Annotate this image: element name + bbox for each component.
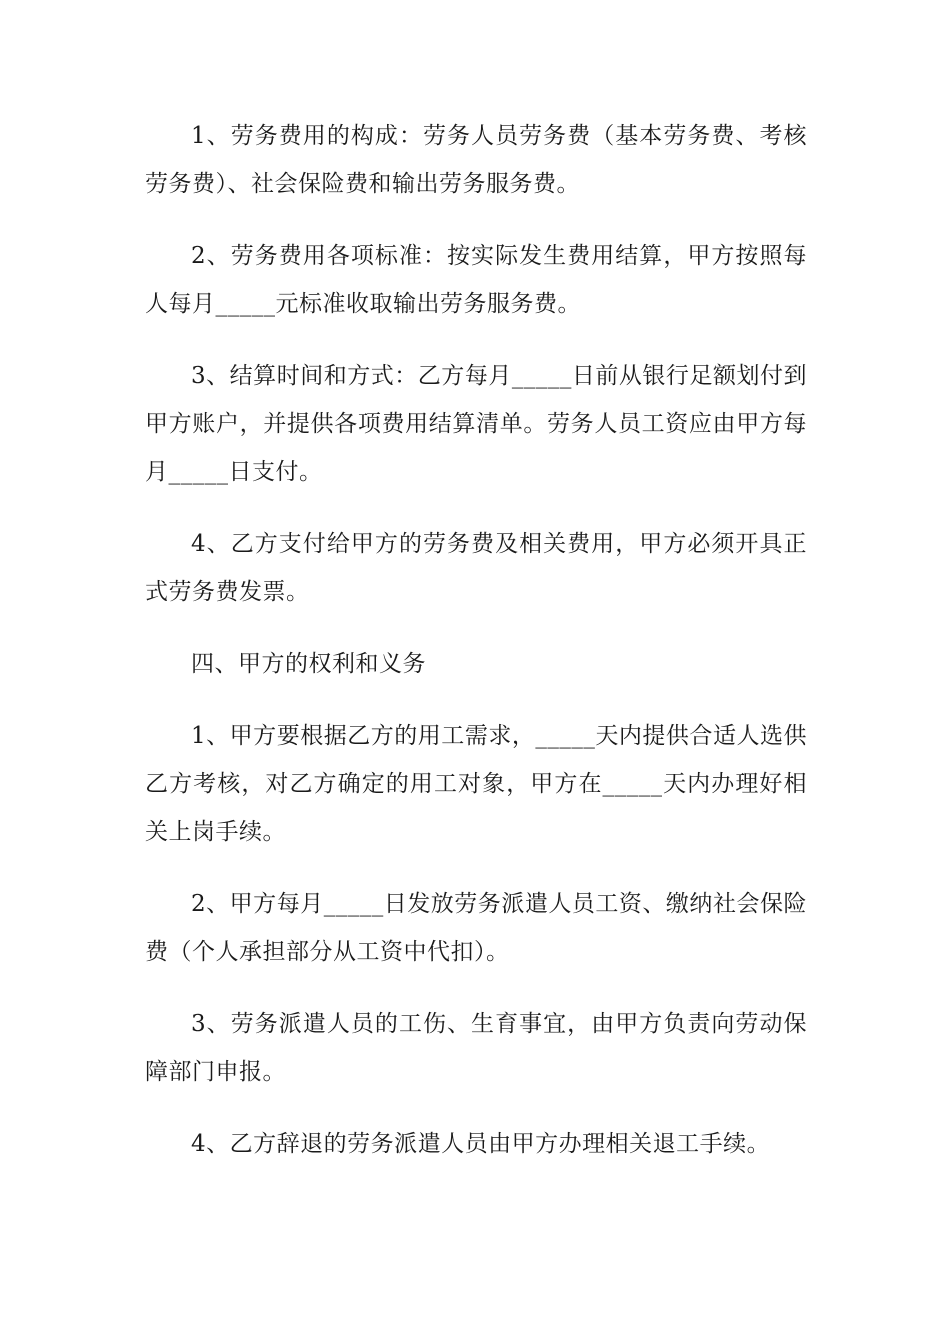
paragraph-fee-standard: 2、劳务费用各项标准：按实际发生费用结算，甲方按照每人每月_____元标准收取输出劳务服务费。: [145, 243, 807, 317]
paragraph-wage-payment: 2、甲方每月_____日发放劳务派遣人员工资、缴纳社会保险费（个人承担部分从工资中代扣）。: [145, 891, 807, 965]
paragraph-injury-reporting: 3、劳务派遣人员的工伤、生育事宜，由甲方负责向劳动保障部门申报。: [145, 1011, 807, 1085]
paragraph-invoice: 4、乙方支付给甲方的劳务费及相关费用，甲方必须开具正式劳务费发票。: [145, 531, 807, 605]
paragraph-settlement: 3、结算时间和方式：乙方每月_____日前从银行足额划付到甲方账户，并提供各项费用结算清单。劳务人员工资应由甲方每月_____日支付。: [145, 363, 807, 485]
section-heading-party-a-rights: 四、甲方的权利和义务: [191, 651, 426, 677]
document-body: [145, 112, 807, 1192]
paragraph-dismissal: 4、乙方辞退的劳务派遣人员由甲方办理相关退工手续。: [191, 1131, 771, 1157]
paragraph-candidate-supply: 1、甲方要根据乙方的用工需求，_____天内提供合适人选供乙方考核，对乙方确定的用工对象，甲方在_____天内办理好相关上岗手续。: [145, 723, 807, 845]
paragraph-fee-composition: 1、劳务费用的构成：劳务人员劳务费（基本劳务费、考核劳务费）、社会保险费和输出劳务服务费。: [145, 123, 807, 197]
